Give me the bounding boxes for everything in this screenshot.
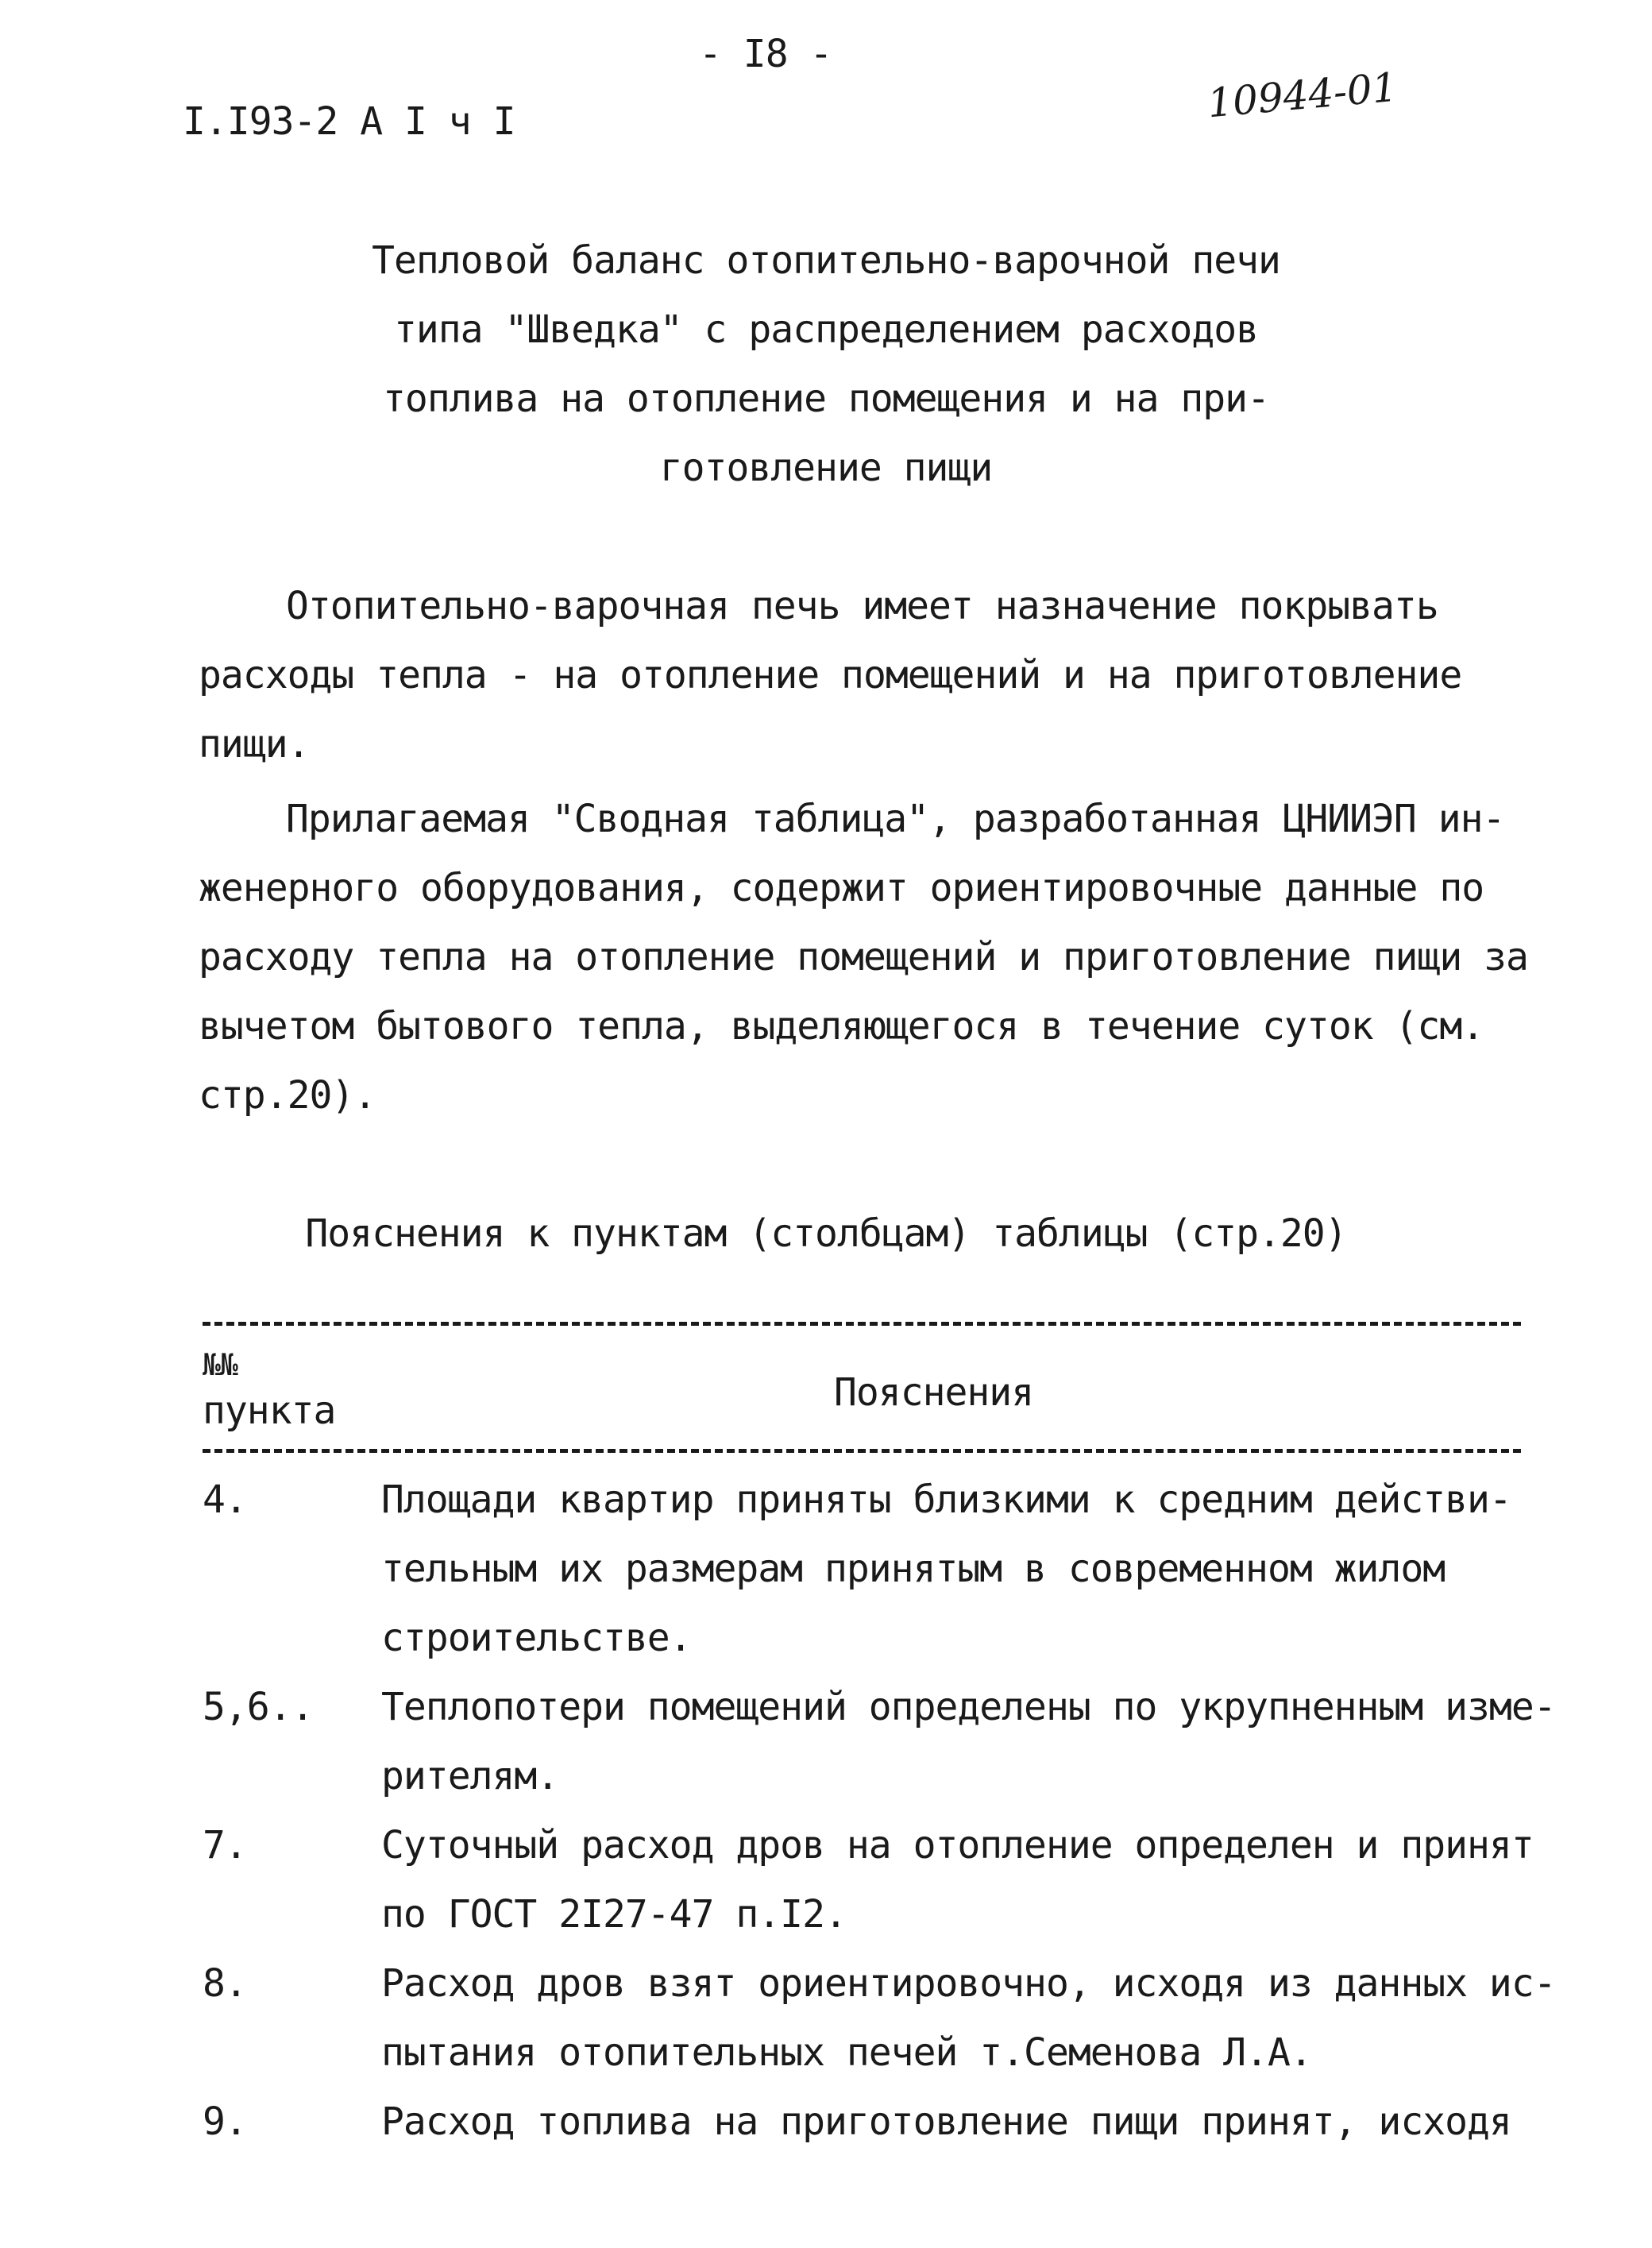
row-number: 9. — [203, 2099, 247, 2144]
row-number: 8. — [203, 1961, 247, 2006]
paragraph-line: пищи. — [199, 722, 310, 767]
paragraph-line: вычетом бытового тепла, выделяющегося в течение суток (см. — [199, 1004, 1484, 1049]
section-title: Пояснения к пунктам (столбцам) таблицы (стр.20) — [305, 1211, 1347, 1256]
row-number: 4. — [203, 1477, 247, 1522]
column-header-number: пункта — [203, 1389, 336, 1433]
table-header-rule — [203, 1449, 1521, 1453]
paragraph-line: стр.20). — [199, 1073, 376, 1118]
title-line: готовление пищи — [659, 446, 993, 490]
column-header-explanations: Пояснения — [834, 1370, 1034, 1415]
title-line: типа "Шведка" с распределением расходов — [393, 307, 1259, 352]
paragraph-line: расходу тепла на отопление помещений и приготовление пищи за — [199, 935, 1528, 979]
row-text-line: строительстве. — [381, 1616, 692, 1660]
page-number: - I8 - — [699, 32, 832, 76]
document-code: I.I93-2 A I ч I — [183, 99, 515, 144]
row-text-line: по ГОСТ 2I27-47 п.I2. — [381, 1892, 847, 1937]
row-number: 7. — [203, 1823, 247, 1868]
paragraph-line: Прилагаемая "Сводная таблица", разработанная ЦНИИЭП ин- — [286, 797, 1505, 841]
title-line: Тепловой баланс отопительно-варочной печи — [372, 238, 1280, 283]
row-text-line: рителям. — [381, 1754, 559, 1798]
row-text-line: Суточный расход дров на отопление определен и принят — [381, 1823, 1534, 1868]
row-number: 5,6.. — [203, 1685, 314, 1729]
row-text-line: Площади квартир приняты близкими к средним действи- — [381, 1477, 1511, 1522]
row-text-line: Расход топлива на приготовление пищи принят, исходя — [381, 2099, 1511, 2144]
table-top-rule — [203, 1322, 1521, 1326]
paragraph-line: Отопительно-варочная печь имеет назначение покрывать — [286, 584, 1438, 628]
title-line: топлива на отопление помещения и на при- — [383, 377, 1269, 421]
handwritten-number: 10944-01 — [1205, 64, 1399, 127]
paragraph-line: женерного оборудования, содержит ориентировочные данные по — [199, 866, 1484, 910]
row-text-line: тельным их размерам принятым в современном жилом — [381, 1547, 1446, 1591]
row-text-line: Расход дров взят ориентировочно, исходя из данных ис- — [381, 1961, 1556, 2006]
row-text-line: пытания отопительных печей т.Семенова Л.А. — [381, 2030, 1312, 2075]
paragraph-line: расходы тепла - на отопление помещений и на приготовление — [199, 653, 1462, 697]
row-text-line: Теплопотери помещений определены по укрупненным изме- — [381, 1685, 1556, 1729]
column-header-number: №№ — [203, 1347, 237, 1382]
